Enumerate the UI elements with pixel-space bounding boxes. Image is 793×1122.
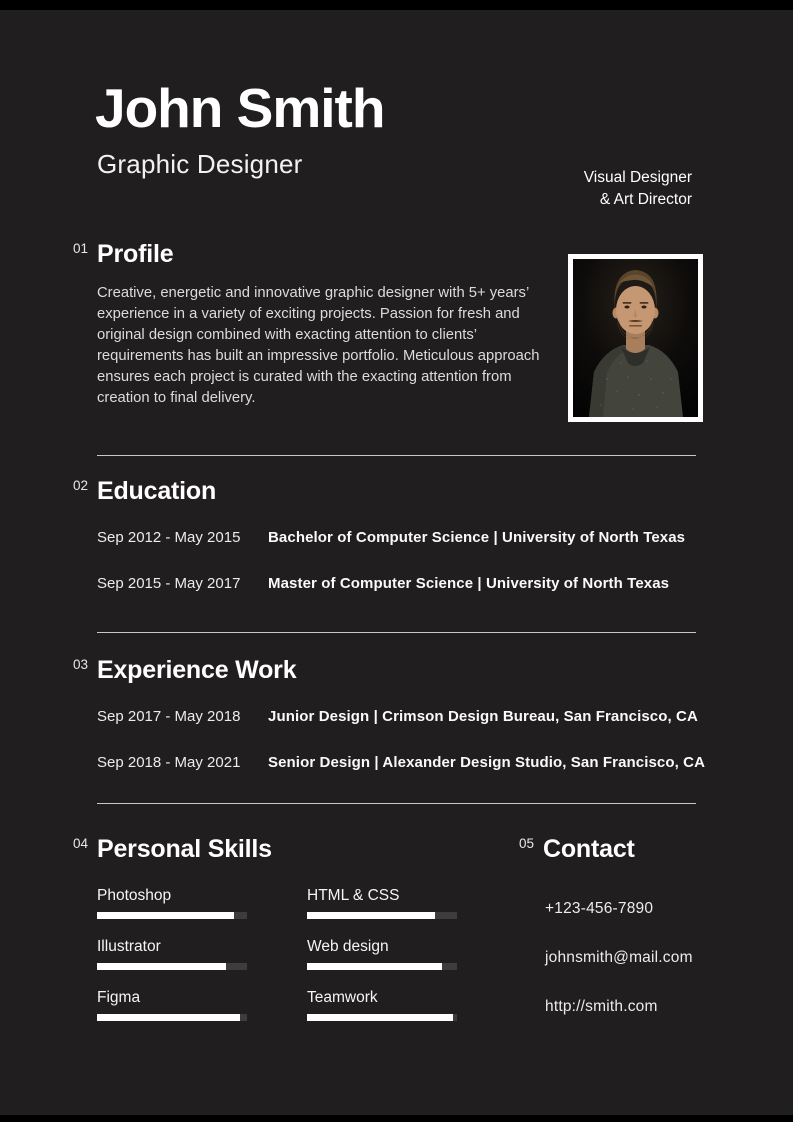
skill-bar-track (307, 912, 457, 919)
education-heading-row (73, 477, 733, 506)
top-edge-bar (0, 0, 793, 10)
skill-bar-fill (307, 1014, 453, 1021)
section-contact (519, 835, 759, 1047)
section-number: 04 (73, 836, 89, 851)
section-title-education: Education (97, 477, 217, 505)
section-profile (73, 240, 551, 409)
skills-heading-row (73, 835, 493, 864)
section-education (73, 477, 733, 621)
divider (97, 803, 696, 804)
person-name: John Smith (95, 77, 385, 139)
skill-item (97, 938, 247, 970)
tagline-line-1: Visual Designer (583, 169, 692, 186)
skill-label: Web design (307, 937, 389, 955)
section-number: 05 (519, 836, 535, 851)
section-number: 02 (73, 478, 89, 493)
section-title-skills: Personal Skills (97, 835, 272, 863)
section-number: 01 (73, 241, 89, 256)
experience-row (97, 754, 753, 771)
skill-bar-fill (97, 912, 234, 919)
profile-body-text: Creative, energetic and innovative graphic designer with 5+ years’ experience in a variety of exciting projects. Passion for fresh and original design combined with exacting attention to clients’ requirements has built an impressive portfolio. Meticulous approach ensures each project is curated with the exacting attention from creation to final delivery. (97, 284, 540, 406)
skill-item (307, 989, 457, 1021)
job-title: Graphic Designer (97, 149, 303, 179)
contact-heading-row (519, 835, 759, 864)
skill-bar-fill (97, 963, 226, 970)
skills-grid (97, 887, 493, 1040)
skill-bar-fill (97, 1014, 240, 1021)
profile-photo (573, 259, 698, 417)
section-title-contact: Contact (543, 835, 635, 863)
skill-label: Photoshop (97, 886, 172, 904)
education-dates: Sep 2012 - May 2015 (97, 528, 241, 546)
experience-description: Junior Design | Crimson Design Bureau, San Francisco, CA (268, 707, 698, 725)
profile-heading-row (73, 240, 551, 269)
experience-dates: Sep 2017 - May 2018 (97, 707, 241, 725)
skill-label: Illustrator (97, 937, 161, 955)
education-description: Master of Computer Science | University of North Texas (268, 574, 670, 592)
skill-label: Teamwork (307, 988, 378, 1006)
skill-bar-track (97, 912, 247, 919)
experience-heading-row (73, 656, 753, 685)
skill-bar-fill (307, 963, 442, 970)
bottom-edge-bar (0, 1115, 793, 1122)
contact-phone: +123-456-7890 (545, 899, 654, 917)
profile-photo-frame (568, 254, 703, 422)
skill-label: Figma (97, 988, 141, 1006)
contact-website: http://smith.com (545, 997, 658, 1015)
skill-bar-track (97, 963, 247, 970)
section-title-experience: Experience Work (97, 656, 297, 684)
experience-row (97, 708, 753, 725)
divider (97, 455, 696, 456)
skill-label: HTML & CSS (307, 886, 400, 904)
education-dates: Sep 2015 - May 2017 (97, 574, 241, 592)
skill-item (307, 887, 457, 919)
education-row (97, 575, 733, 592)
skill-bar-track (307, 963, 457, 970)
education-rows (97, 529, 733, 592)
contact-email: johnsmith@mail.com (545, 948, 693, 966)
section-title-profile: Profile (97, 240, 174, 268)
education-row (97, 529, 733, 546)
education-description: Bachelor of Computer Science | University of North Texas (268, 528, 686, 546)
section-number: 03 (73, 657, 89, 672)
skill-bar-fill (307, 912, 435, 919)
divider (97, 632, 696, 633)
skill-item (307, 938, 457, 970)
skill-item (97, 887, 247, 919)
tagline-line-2: & Art Director (599, 190, 692, 208)
section-skills (73, 835, 493, 1040)
tagline (584, 167, 692, 210)
experience-rows (97, 708, 753, 771)
contact-items (545, 900, 759, 1016)
skill-bar-track (307, 1014, 457, 1021)
skill-bar-track (97, 1014, 247, 1021)
experience-description: Senior Design | Alexander Design Studio, San Francisco, CA (268, 753, 706, 771)
section-experience (73, 656, 753, 800)
skill-item (97, 989, 247, 1021)
experience-dates: Sep 2018 - May 2021 (97, 753, 241, 771)
